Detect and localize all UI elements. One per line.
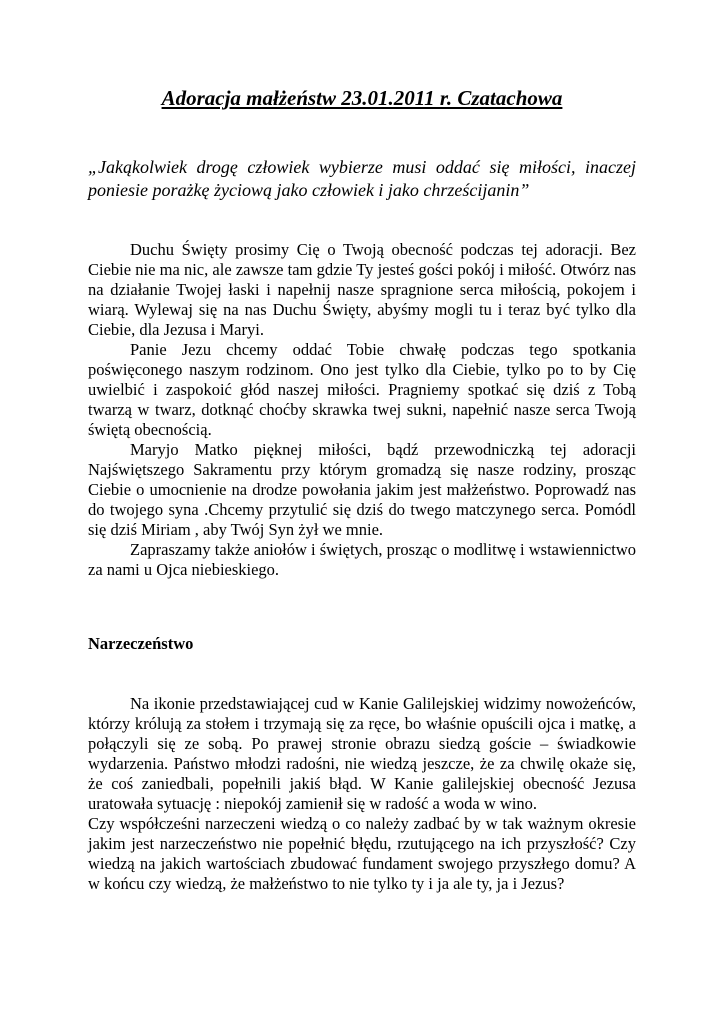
section-body	[88, 694, 636, 894]
paragraph-angels-saints: Zapraszamy także aniołów i świętych, prosząc o modlitwę i wstawiennictwo za nami u Ojca niebieskiego.	[88, 540, 636, 579]
document-title: Adoracja małżeństw 23.01.2011 r. Czatachowa	[161, 86, 563, 110]
paragraph-mary: Maryjo Matko pięknej miłości, bądź przewodniczką tej adoracji Najświętszego Sakramentu przy którym gromadzą się nasze rodziny, prosząc Ciebie o umocnienie na drodze powołania jakim jest małżeństwo. Poprowadź nas do twojego syna .Chcemy przytulić się dziś do twego matczynego serca. Pomódl się dziś Miriam , aby Twój Syn żył we mnie.	[88, 440, 636, 539]
intro-prayer	[88, 240, 636, 580]
section-heading: Narzeczeństwo	[88, 634, 194, 653]
opening-quote: „Jakąkolwiek drogę człowiek wybierze musi oddać się miłości, inaczej poniesie porażkę życiową jako człowiek i jako chrześcijanin”	[88, 157, 636, 200]
paragraph-questions: Czy współcześni narzeczeni wiedzą o co należy zadbać by w tak ważnym okresie jakim jest narzeczeństwo nie popełnić błędu, rzutującego na ich przyszłość? Czy wiedzą na jakich wartościach zbudować fundament swojego przyszłego domu? A w końcu czy wiedzą, że małżeństwo to nie tylko ty i ja ale ty, ja i Jezus?	[88, 814, 636, 893]
paragraph-lord-jesus: Panie Jezu chcemy oddać Tobie chwałę podczas tego spotkania poświęconego naszym rodzinom. Ono jest tylko dla Ciebie, tylko po to by Cię uwielbić i zaspokoić głód naszej miłości. Pragniemy spotkać się dziś z Tobą twarzą w twarz, dotknąć choćby skrawka twej sukni, napełnić nasze serca Twoją świętą obecnością.	[88, 340, 636, 439]
paragraph-cana: Na ikonie przedstawiającej cud w Kanie Galilejskiej widzimy nowożeńców, którzy królują za stołem i trzymają się za ręce, bo właśnie opuścili ojca i matkę, a połączyli się ze sobą. Po prawej stronie obrazu siedzą goście – świadkowie wydarzenia. Państwo młodzi radośni, nie wiedzą jeszcze, że za chwilę okaże się, że coś zaniedbali, popełnili jakiś błąd. W Kanie galilejskiej obecność Jezusa uratowała sytuację : niepokój zamienił się w radość a woda w wino.	[88, 694, 636, 813]
paragraph-holy-spirit: Duchu Święty prosimy Cię o Twoją obecność podczas tej adoracji. Bez Ciebie nie ma nic, ale zawsze tam gdzie Ty jesteś gości pokój i miłość. Otwórz nas na działanie Twojej łaski i napełnij nasze spragnione serca miłością, pokojem i wiarą. Wylewaj się na nas Duchu Święty, abyśmy mogli tu i teraz być tylko dla Ciebie, dla Jezusa i Maryi.	[88, 240, 636, 339]
